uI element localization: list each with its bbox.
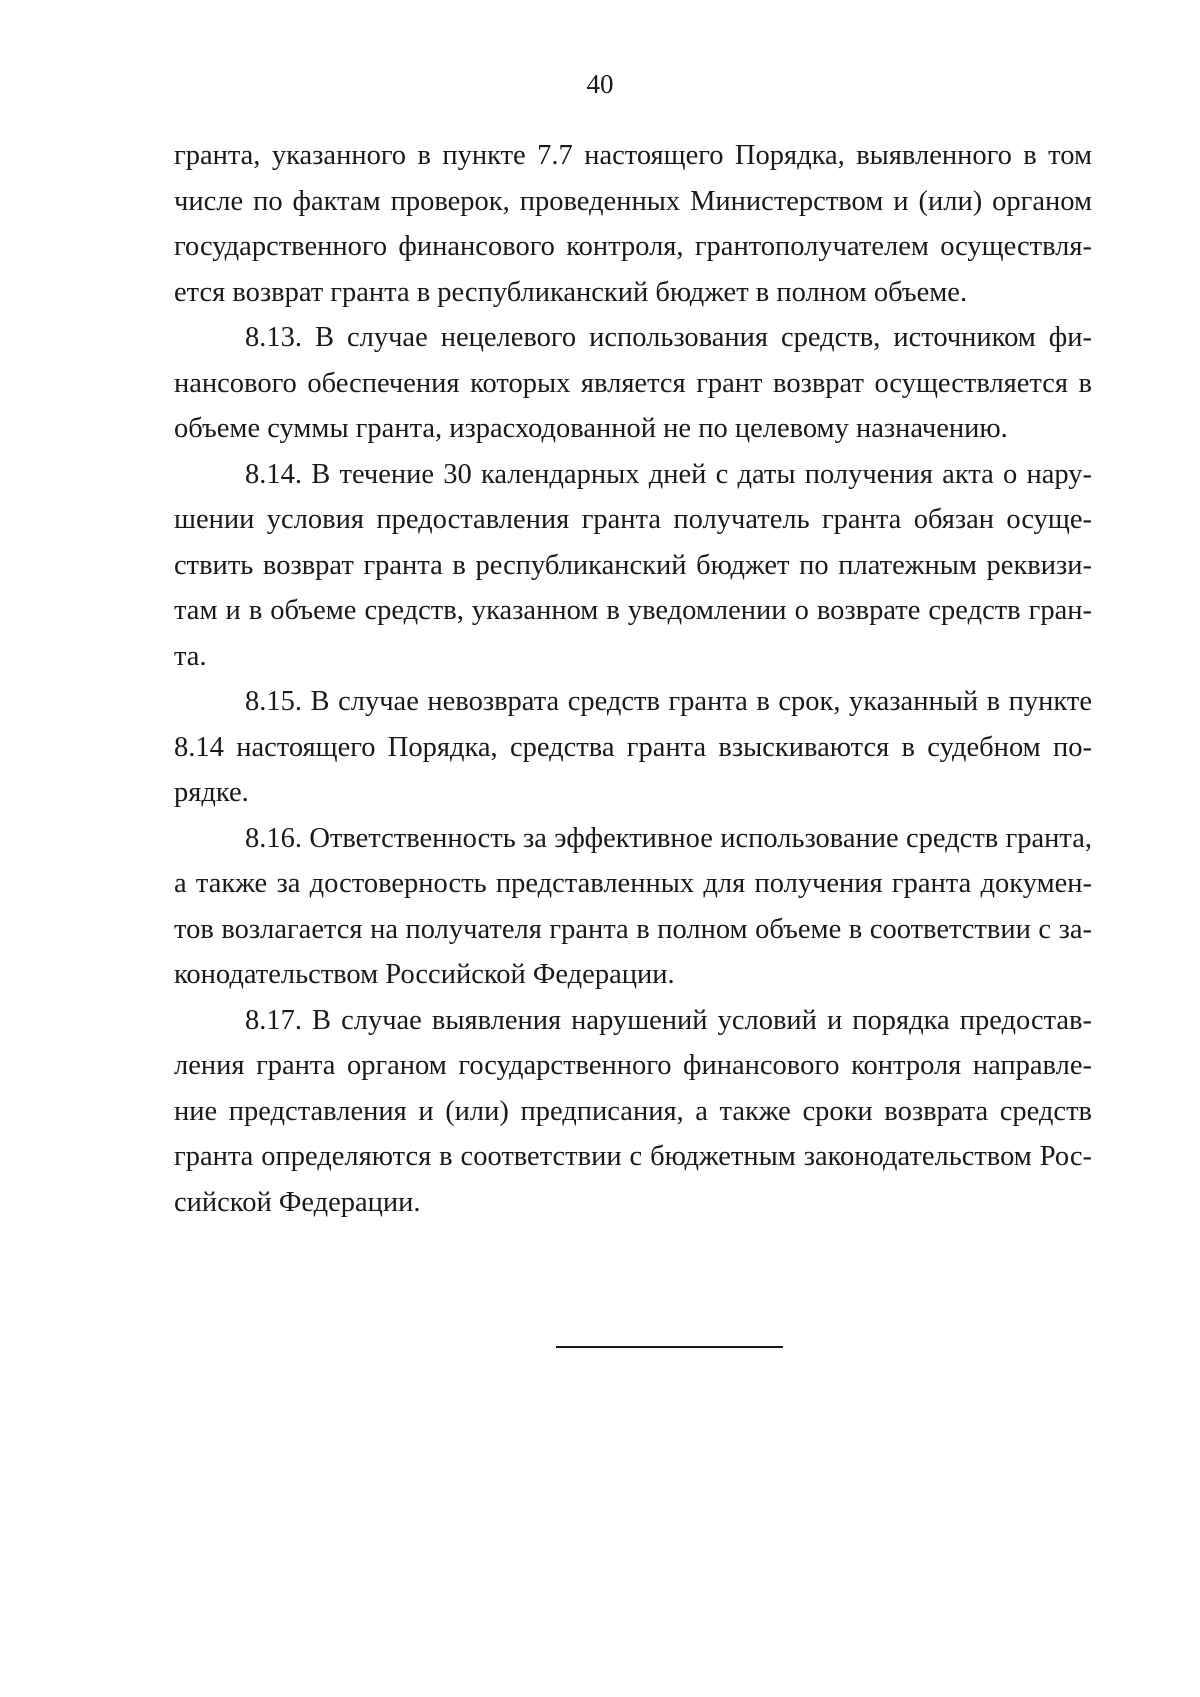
text-line: гранта определяются в соответствии с бюджетным законодательством Рос- [174,1141,1092,1172]
paragraph-8-13 [174,315,1092,452]
text-line: государственного финансового контроля, грантополучателем осуществля- [174,231,1092,262]
text-line: конодательством Российской Федерации. [174,959,675,990]
paragraph-8-15 [174,679,1092,816]
text-line: числе по фактам проверок, проведенных Министерством и (или) органом [174,185,1092,217]
text-line: объеме суммы гранта, израсходованной не по целевому назначению. [174,413,1008,444]
text-line: ления гранта органом государственного финансового контроля направле- [174,1050,1092,1081]
text-line: 8.14 настоящего Порядка, средства гранта взыскиваются в судебном по- [174,731,1092,763]
text-line: 8.15. В случае невозврата средств гранта в срок, указанный в пункте [245,686,1092,717]
text-line: а также за достоверность представленных для получения гранта докумен- [174,868,1092,899]
text-line: 8.14. В течение 30 календарных дней с даты получения акта о нару- [245,458,1092,490]
text-line: 8.16. Ответственность за эффективное использование средств гранта, [245,822,1092,854]
paragraph-continuation [174,133,1092,315]
paragraph-8-17 [174,998,1092,1226]
text-line: рядке. [174,777,249,808]
document-body [174,133,1092,1225]
text-line: ние представления и (или) предписания, а также сроки возврата средств [174,1095,1092,1127]
page-number: 40 [586,69,614,99]
text-line: там и в объеме средств, указанном в уведомлении о возврате средств гран- [174,595,1092,626]
text-line: тов возлагается на получателя гранта в полном объеме в соответствии с за- [174,913,1092,945]
end-separator-line [556,1346,783,1348]
text-line: нансового обеспечения которых является грант возврат осуществляется в [174,367,1092,399]
text-line: ствить возврат гранта в республиканский бюджет по платежным реквизи- [174,549,1092,581]
text-line: шении условия предоставления гранта получатель гранта обязан осуще- [174,504,1092,535]
text-line: гранта, указанного в пункте 7.7 настоящего Порядка, выявленного в том [174,140,1092,171]
paragraph-8-14 [174,452,1092,680]
text-line: 8.17. В случае выявления нарушений условий и порядка предостав- [245,1004,1092,1036]
paragraph-8-16 [174,816,1092,998]
text-line: ется возврат гранта в республиканский бюджет в полном объеме. [174,276,968,308]
text-line: сийской Федерации. [174,1186,421,1218]
text-line: 8.13. В случае нецелевого использования средств, источником фи- [245,322,1092,353]
text-line: та. [174,640,207,672]
